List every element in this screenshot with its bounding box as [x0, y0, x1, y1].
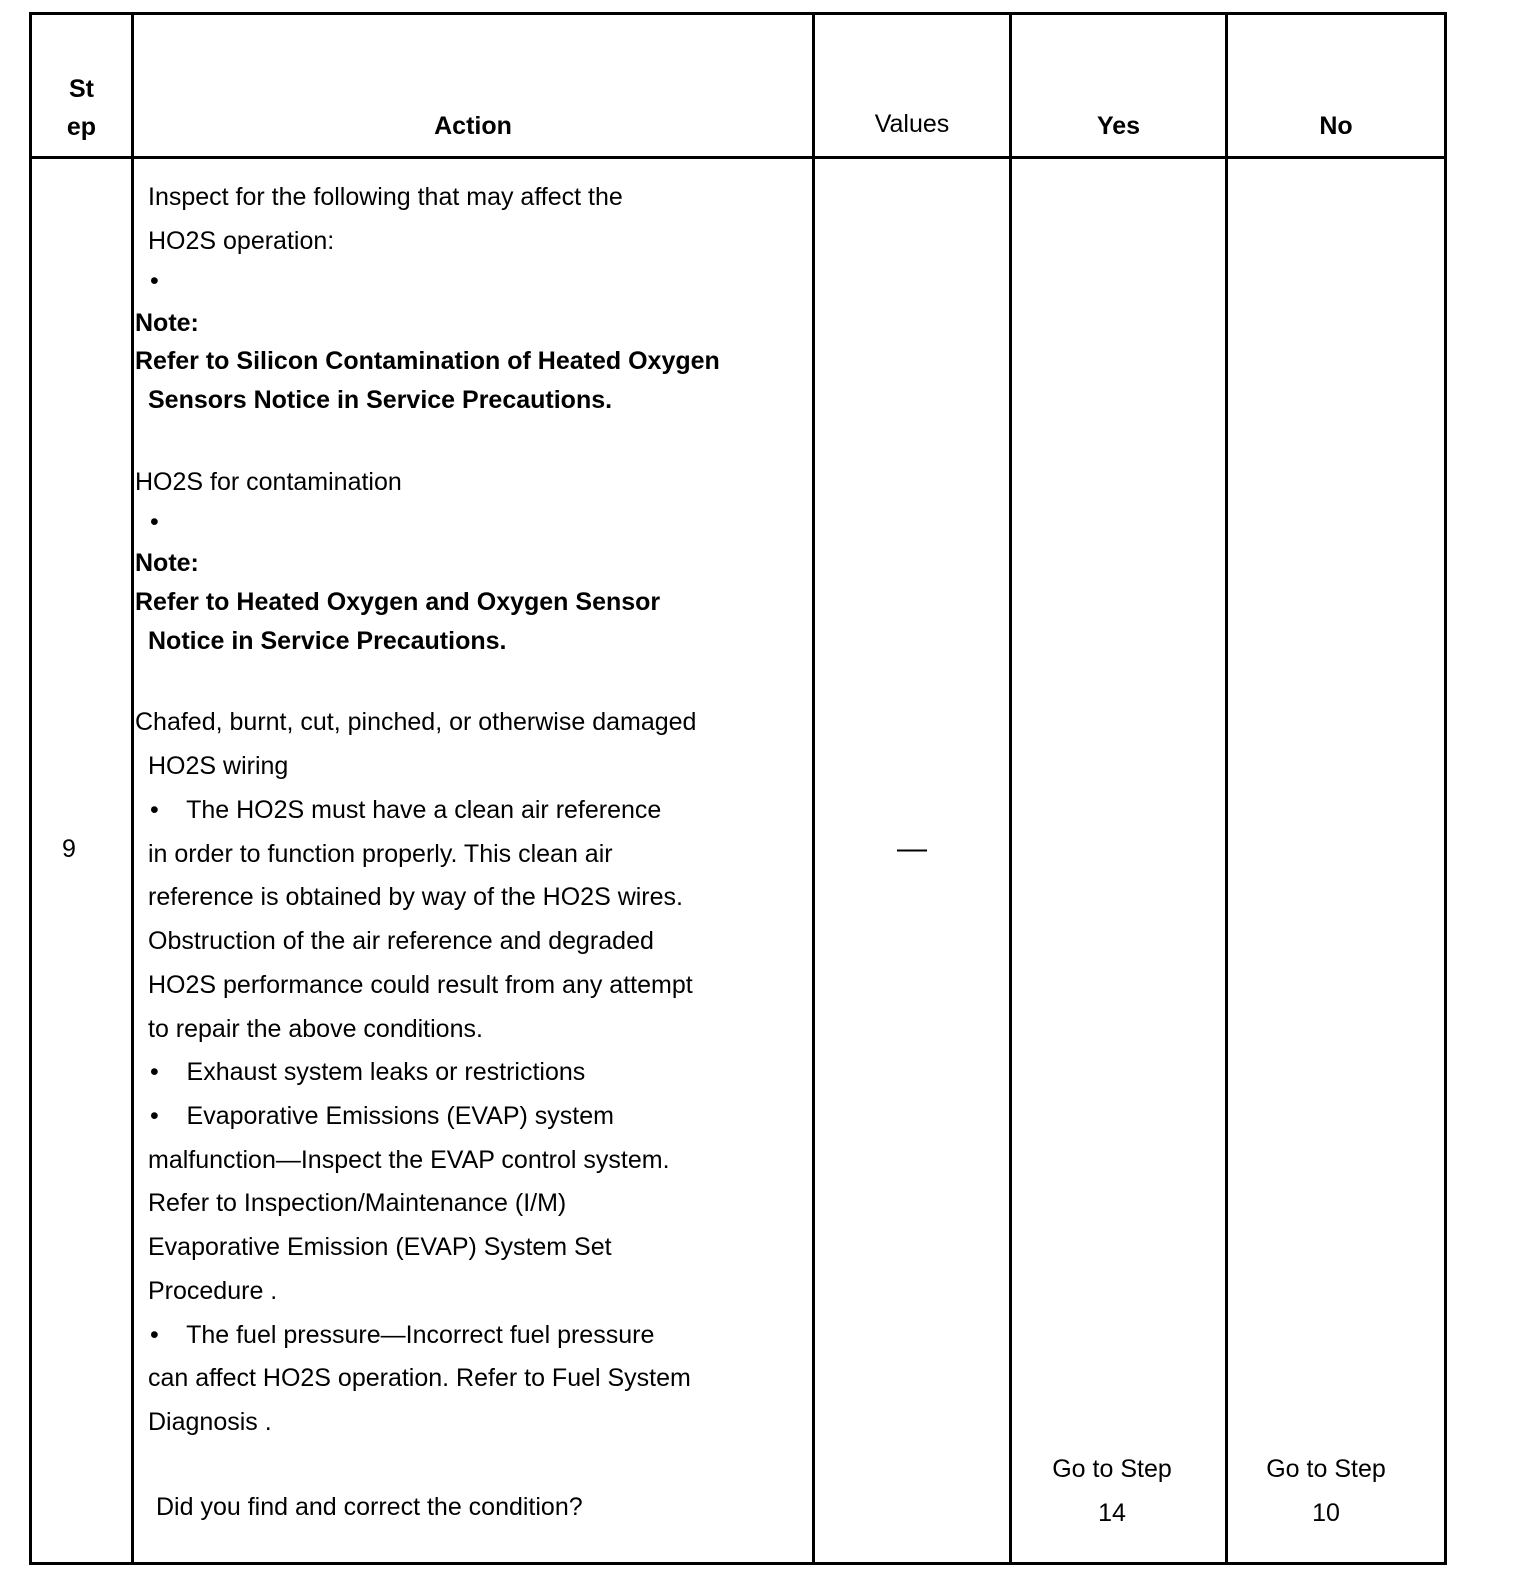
header-step-line1: St	[69, 75, 94, 103]
yes-step-number: 14	[1098, 1499, 1126, 1527]
action-text-line: HO2S for contamination	[135, 468, 402, 496]
column-divider	[1225, 15, 1228, 1562]
action-text-line: to repair the above conditions.	[148, 1015, 483, 1043]
action-text-line: Evaporative Emission (EVAP) System Set	[148, 1233, 612, 1261]
question-text: Did you find and correct the condition?	[156, 1493, 583, 1521]
column-divider	[131, 15, 134, 1562]
action-text-line: Refer to Inspection/Maintenance (I/M)	[148, 1189, 567, 1217]
bullet: •	[150, 267, 159, 295]
yes-label: Go to Step	[1052, 1455, 1172, 1483]
note-text: Sensors Notice in Service Precautions.	[148, 386, 613, 414]
action-text-line: Chafed, burnt, cut, pinched, or otherwise damaged	[135, 708, 697, 736]
no-go-to-step	[1228, 1447, 1424, 1535]
action-text-line: HO2S operation:	[148, 227, 335, 255]
bullet-item: • Exhaust system leaks or restrictions	[150, 1058, 586, 1086]
bullet: •	[150, 508, 159, 536]
diagnostic-table	[29, 12, 1447, 1565]
no-label: Go to Step	[1266, 1455, 1386, 1483]
bullet-item: • Evaporative Emissions (EVAP) system	[150, 1102, 614, 1130]
note-text: Refer to Silicon Contamination of Heated Oxygen	[135, 347, 720, 375]
header-yes: Yes	[1096, 112, 1141, 140]
header-step-line2: ep	[66, 113, 97, 141]
action-text-line: HO2S performance could result from any attempt	[148, 971, 693, 999]
action-text-line: can affect HO2S operation. Refer to Fuel System	[148, 1364, 691, 1392]
header-values: Values	[874, 110, 950, 138]
column-divider	[812, 15, 815, 1562]
action-text-line: in order to function properly. This clean air	[148, 840, 613, 868]
bullet-item: • The fuel pressure—Incorrect fuel pressure	[150, 1321, 655, 1349]
action-text-line: Inspect for the following that may affect the	[148, 183, 623, 211]
action-text-line: Procedure .	[148, 1277, 278, 1305]
bullet-item: • The HO2S must have a clean air reference	[150, 796, 662, 824]
column-divider	[1009, 15, 1012, 1562]
action-text-line: reference is obtained by way of the HO2S wires.	[148, 883, 683, 911]
header-divider	[32, 156, 1444, 159]
note-text: Notice in Service Precautions.	[148, 627, 507, 655]
header-no: No	[1319, 112, 1353, 140]
action-text-line: Obstruction of the air reference and degraded	[148, 927, 654, 955]
values-dash: —	[897, 832, 927, 865]
yes-go-to-step	[1012, 1447, 1212, 1535]
action-text-line: malfunction—Inspect the EVAP control system.	[148, 1146, 670, 1174]
step-number: 9	[62, 835, 76, 863]
note-label: Note:	[135, 309, 199, 337]
header-step	[32, 70, 131, 146]
action-text-line: HO2S wiring	[148, 752, 289, 780]
note-label: Note:	[135, 549, 199, 577]
note-text: Refer to Heated Oxygen and Oxygen Sensor	[135, 588, 661, 616]
header-action: Action	[434, 112, 512, 140]
action-text-line: Diagnosis .	[148, 1408, 272, 1436]
no-step-number: 10	[1312, 1499, 1340, 1527]
